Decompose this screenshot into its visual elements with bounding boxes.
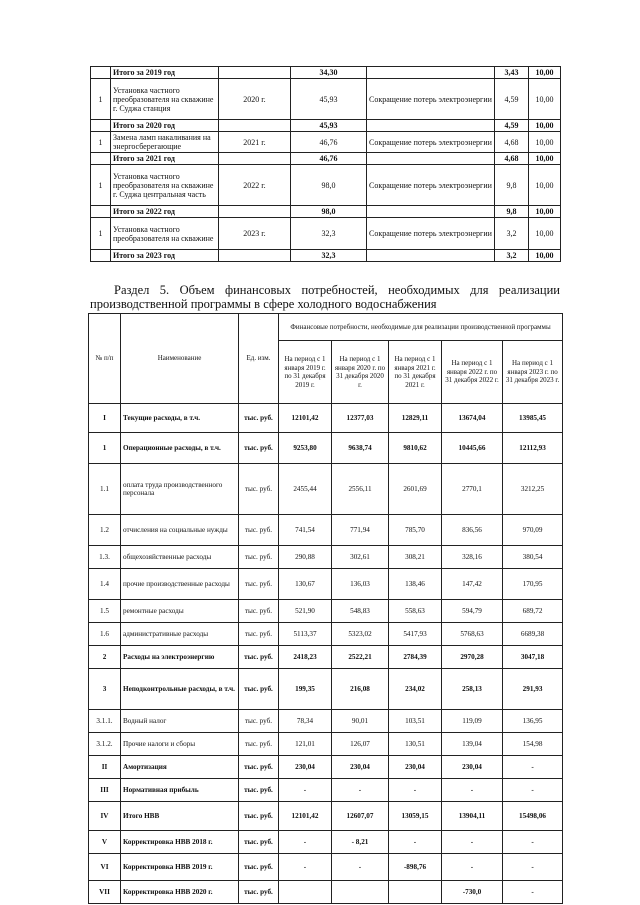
row-value: 741,54 [279, 515, 332, 546]
financial-needs-table [88, 313, 563, 904]
row-value: 308,21 [389, 546, 442, 569]
row-value: 3212,25 [503, 464, 563, 515]
row-value: 10445,66 [442, 433, 503, 464]
row-value: - [389, 831, 442, 854]
row-value: 230,04 [279, 756, 332, 779]
measure-name: Установка частного преобразователя на скважине [111, 218, 219, 250]
measure-row [91, 132, 561, 153]
row-num: 3.1.2. [89, 733, 121, 756]
row-num: 1.4 [89, 569, 121, 600]
row-value: - [279, 831, 332, 854]
effect-value-3: 10,00 [529, 67, 561, 79]
total-row [91, 67, 561, 79]
row-value: - [503, 756, 563, 779]
row-value: 5323,02 [332, 623, 389, 646]
header-period-2023: На период с 1 января 2023 г. по 31 декабря 2023 г. [503, 341, 563, 404]
data-row [89, 779, 563, 802]
row-name: Неподконтрольные расходы, в т.ч. [121, 669, 239, 710]
row-name: Прочие налоги и сборы [121, 733, 239, 756]
row-unit: тыс. руб. [239, 669, 279, 710]
total-row [91, 153, 561, 165]
row-value: 2601,69 [389, 464, 442, 515]
row-num: IV [89, 802, 121, 831]
row-num: 1 [89, 433, 121, 464]
row-value: 5417,93 [389, 623, 442, 646]
effect-value-3: 10,00 [529, 153, 561, 165]
measure-cost: 98,0 [291, 206, 367, 218]
row-value: - [442, 854, 503, 881]
row-value: 2770,1 [442, 464, 503, 515]
row-value: 12607,07 [332, 802, 389, 831]
row-unit: тыс. руб. [239, 881, 279, 904]
row-value: 548,83 [332, 600, 389, 623]
row-name: Водный налог [121, 710, 239, 733]
row-value: 2522,21 [332, 646, 389, 669]
row-num: 1.1 [89, 464, 121, 515]
measure-effect [367, 153, 495, 165]
row-name: Расходы на электроэнергию [121, 646, 239, 669]
row-unit: тыс. руб. [239, 646, 279, 669]
row-number: 1 [91, 79, 111, 120]
data-row [89, 802, 563, 831]
row-num: 1.6 [89, 623, 121, 646]
row-value: 136,95 [503, 710, 563, 733]
row-value: - 8,21 [332, 831, 389, 854]
row-value: 15498,06 [503, 802, 563, 831]
measure-effect: Сокращение потерь электроэнергии [367, 79, 495, 120]
row-value: 121,01 [279, 733, 332, 756]
row-value: 103,51 [389, 710, 442, 733]
row-value: 136,03 [332, 569, 389, 600]
row-value: 12101,42 [279, 404, 332, 433]
row-number: 1 [91, 218, 111, 250]
row-value [389, 881, 442, 904]
row-value: 2455,44 [279, 464, 332, 515]
row-num: VII [89, 881, 121, 904]
header-period-2020: На период с 1 января 2020 г. по 31 декабря 2020 г. [332, 341, 389, 404]
row-num: III [89, 779, 121, 802]
row-num: VI [89, 854, 121, 881]
header-period-2021: На период с 1 января 2021 г. по 31 декабря 2021 г. [389, 341, 442, 404]
row-value: 9638,74 [332, 433, 389, 464]
row-value: 6689,38 [503, 623, 563, 646]
row-value: 90,01 [332, 710, 389, 733]
effect-value-2: 3,2 [495, 218, 529, 250]
row-value: - [442, 779, 503, 802]
row-value: 380,54 [503, 546, 563, 569]
row-name: прочие производственные расходы [121, 569, 239, 600]
row-unit: тыс. руб. [239, 600, 279, 623]
row-num: 1.5 [89, 600, 121, 623]
row-name: Корректировка НВВ 2018 г. [121, 831, 239, 854]
row-num: II [89, 756, 121, 779]
row-value: 558,63 [389, 600, 442, 623]
effect-value-3: 10,00 [529, 206, 561, 218]
row-value: 836,56 [442, 515, 503, 546]
row-value: 5113,37 [279, 623, 332, 646]
data-row [89, 515, 563, 546]
data-row [89, 756, 563, 779]
row-value: 785,70 [389, 515, 442, 546]
row-value: 230,04 [332, 756, 389, 779]
measure-year: 2020 г. [219, 79, 291, 120]
data-row [89, 646, 563, 669]
measure-cost: 45,93 [291, 120, 367, 132]
header-unit: Ед. изм. [239, 314, 279, 404]
row-value: 328,16 [442, 546, 503, 569]
data-row [89, 881, 563, 904]
section-heading-line1: Раздел 5. Объем финансовых потребностей, необходимых для реализации [114, 283, 560, 297]
row-value: 78,34 [279, 710, 332, 733]
row-value: 3047,18 [503, 646, 563, 669]
row-value: 290,88 [279, 546, 332, 569]
data-row [89, 623, 563, 646]
effect-value-3: 10,00 [529, 132, 561, 153]
measure-effect [367, 67, 495, 79]
data-row [89, 854, 563, 881]
effect-value-3: 10,00 [529, 165, 561, 206]
data-row [89, 464, 563, 515]
measure-cost: 32,3 [291, 218, 367, 250]
data-row [89, 710, 563, 733]
measure-name: Установка частного преобразователя на скважине г. Суджа станция [111, 79, 219, 120]
row-value: - [503, 831, 563, 854]
total-row [91, 206, 561, 218]
measure-name: Итого за 2020 год [111, 120, 219, 132]
row-value: 13059,15 [389, 802, 442, 831]
row-value: - [503, 854, 563, 881]
row-num: 2 [89, 646, 121, 669]
row-value: 138,46 [389, 569, 442, 600]
row-value: 9810,62 [389, 433, 442, 464]
row-value: 2556,11 [332, 464, 389, 515]
row-value: 234,02 [389, 669, 442, 710]
measure-effect [367, 120, 495, 132]
measure-row [91, 79, 561, 120]
row-num: V [89, 831, 121, 854]
row-value: 521,90 [279, 600, 332, 623]
section-heading-line2: производственной программы в сфере холодного водоснабжения [90, 297, 437, 311]
row-unit: тыс. руб. [239, 802, 279, 831]
row-value: 12101,42 [279, 802, 332, 831]
effect-value-2: 9,8 [495, 206, 529, 218]
data-row [89, 733, 563, 756]
row-num: 3 [89, 669, 121, 710]
effect-value-2: 3,2 [495, 250, 529, 262]
row-name: Корректировка НВВ 2019 г. [121, 854, 239, 881]
measure-year [219, 67, 291, 79]
measures-table [90, 66, 561, 262]
row-unit: тыс. руб. [239, 710, 279, 733]
measure-row [91, 165, 561, 206]
row-value: 302,61 [332, 546, 389, 569]
measure-cost: 46,76 [291, 132, 367, 153]
row-value: - [389, 779, 442, 802]
data-row [89, 404, 563, 433]
row-name: Нормативная прибыль [121, 779, 239, 802]
row-value: 13985,45 [503, 404, 563, 433]
effect-value-2: 3,43 [495, 67, 529, 79]
effect-value-2: 4,59 [495, 79, 529, 120]
row-value: 139,04 [442, 733, 503, 756]
row-value: 216,08 [332, 669, 389, 710]
total-row [91, 120, 561, 132]
data-row [89, 831, 563, 854]
header-group: Финансовые потребности, необходимые для реализации производственной программы [279, 314, 563, 341]
effect-value-2: 4,68 [495, 132, 529, 153]
row-value: - [442, 831, 503, 854]
row-num: 1.2 [89, 515, 121, 546]
measure-year: 2022 г. [219, 165, 291, 206]
measure-effect: Сокращение потерь электроэнергии [367, 165, 495, 206]
row-unit: тыс. руб. [239, 546, 279, 569]
row-value: - [279, 854, 332, 881]
row-value: 594,79 [442, 600, 503, 623]
row-number: 1 [91, 165, 111, 206]
measure-year [219, 153, 291, 165]
row-value: 13904,11 [442, 802, 503, 831]
row-value: 230,04 [442, 756, 503, 779]
row-unit: тыс. руб. [239, 623, 279, 646]
header-num: № п/п [89, 314, 121, 404]
header-name: Наименование [121, 314, 239, 404]
effect-value-2: 4,59 [495, 120, 529, 132]
measure-name: Итого за 2022 год [111, 206, 219, 218]
row-number [91, 67, 111, 79]
row-value: 230,04 [389, 756, 442, 779]
effect-value-3: 10,00 [529, 218, 561, 250]
effect-value-3: 10,00 [529, 79, 561, 120]
section-heading [90, 283, 560, 311]
header-period-2019: На период с 1 января 2019 г. по 31 декабря 2019 г. [279, 341, 332, 404]
row-number: 1 [91, 132, 111, 153]
row-value: 12112,93 [503, 433, 563, 464]
effect-value-3: 10,00 [529, 120, 561, 132]
header-period-2022: На период с 1 января 2022 г. по 31 декабря 2022 г. [442, 341, 503, 404]
row-name: оплата труда производственного персонала [121, 464, 239, 515]
measure-cost: 45,93 [291, 79, 367, 120]
row-value: 154,98 [503, 733, 563, 756]
row-value: 119,09 [442, 710, 503, 733]
measure-year [219, 250, 291, 262]
row-unit: тыс. руб. [239, 854, 279, 881]
measure-effect: Сокращение потерь электроэнергии [367, 218, 495, 250]
row-name: ремонтные расходы [121, 600, 239, 623]
row-unit: тыс. руб. [239, 464, 279, 515]
row-value: 2970,28 [442, 646, 503, 669]
data-row [89, 669, 563, 710]
row-value: 130,67 [279, 569, 332, 600]
row-name: Итого НВВ [121, 802, 239, 831]
measure-year: 2023 г. [219, 218, 291, 250]
row-number [91, 250, 111, 262]
measure-row [91, 218, 561, 250]
row-value: 771,94 [332, 515, 389, 546]
effect-value-3: 10,00 [529, 250, 561, 262]
row-unit: тыс. руб. [239, 733, 279, 756]
row-value: - [503, 779, 563, 802]
row-name: Корректировка НВВ 2020 г. [121, 881, 239, 904]
row-value [332, 881, 389, 904]
row-value: 9253,80 [279, 433, 332, 464]
row-name: отчисления на социальные нужды [121, 515, 239, 546]
measure-cost: 32,3 [291, 250, 367, 262]
data-row [89, 600, 563, 623]
total-row [91, 250, 561, 262]
row-value: 12829,11 [389, 404, 442, 433]
row-unit: тыс. руб. [239, 569, 279, 600]
row-value: - [332, 854, 389, 881]
row-value: 258,13 [442, 669, 503, 710]
row-value: 147,42 [442, 569, 503, 600]
row-name: общехозяйственные расходы [121, 546, 239, 569]
row-value: 12377,03 [332, 404, 389, 433]
row-name: административные расходы [121, 623, 239, 646]
measure-cost: 34,30 [291, 67, 367, 79]
measure-effect [367, 250, 495, 262]
measure-cost: 98,0 [291, 165, 367, 206]
measure-name: Итого за 2019 год [111, 67, 219, 79]
row-value: 689,72 [503, 600, 563, 623]
row-value: 5768,63 [442, 623, 503, 646]
effect-value-2: 4,68 [495, 153, 529, 165]
row-unit: тыс. руб. [239, 515, 279, 546]
row-name: Текущие расходы, в т.ч. [121, 404, 239, 433]
row-value: 199,35 [279, 669, 332, 710]
row-name: Операционные расходы, в т.ч. [121, 433, 239, 464]
measure-effect [367, 206, 495, 218]
row-unit: тыс. руб. [239, 756, 279, 779]
measure-cost: 46,76 [291, 153, 367, 165]
row-num: 1.3. [89, 546, 121, 569]
measure-year: 2021 г. [219, 132, 291, 153]
row-value: 970,09 [503, 515, 563, 546]
row-value [279, 881, 332, 904]
row-unit: тыс. руб. [239, 433, 279, 464]
row-value: 130,51 [389, 733, 442, 756]
header-row [89, 314, 563, 341]
row-value: -730,0 [442, 881, 503, 904]
measure-year [219, 120, 291, 132]
measure-name: Установка частного преобразователя на скважине г. Суджа центральная часть [111, 165, 219, 206]
row-value: - [503, 881, 563, 904]
data-row [89, 546, 563, 569]
effect-value-2: 9,8 [495, 165, 529, 206]
measure-effect: Сокращение потерь электроэнергии [367, 132, 495, 153]
row-unit: тыс. руб. [239, 779, 279, 802]
row-number [91, 206, 111, 218]
row-value: 2784,39 [389, 646, 442, 669]
row-value: 13674,04 [442, 404, 503, 433]
row-name: Амортизация [121, 756, 239, 779]
row-value: - [332, 779, 389, 802]
row-number [91, 120, 111, 132]
measure-name: Итого за 2023 год [111, 250, 219, 262]
row-value: 291,93 [503, 669, 563, 710]
measure-name: Итого за 2021 год [111, 153, 219, 165]
row-num: I [89, 404, 121, 433]
row-value: 2418,23 [279, 646, 332, 669]
measure-year [219, 206, 291, 218]
row-num: 3.1.1. [89, 710, 121, 733]
row-unit: тыс. руб. [239, 404, 279, 433]
row-value: -898,76 [389, 854, 442, 881]
row-value: 126,07 [332, 733, 389, 756]
row-number [91, 153, 111, 165]
data-row [89, 433, 563, 464]
row-value: 170,95 [503, 569, 563, 600]
row-value: - [279, 779, 332, 802]
measure-name: Замена ламп накаливания на энергосберегающие [111, 132, 219, 153]
data-row [89, 569, 563, 600]
row-unit: тыс. руб. [239, 831, 279, 854]
